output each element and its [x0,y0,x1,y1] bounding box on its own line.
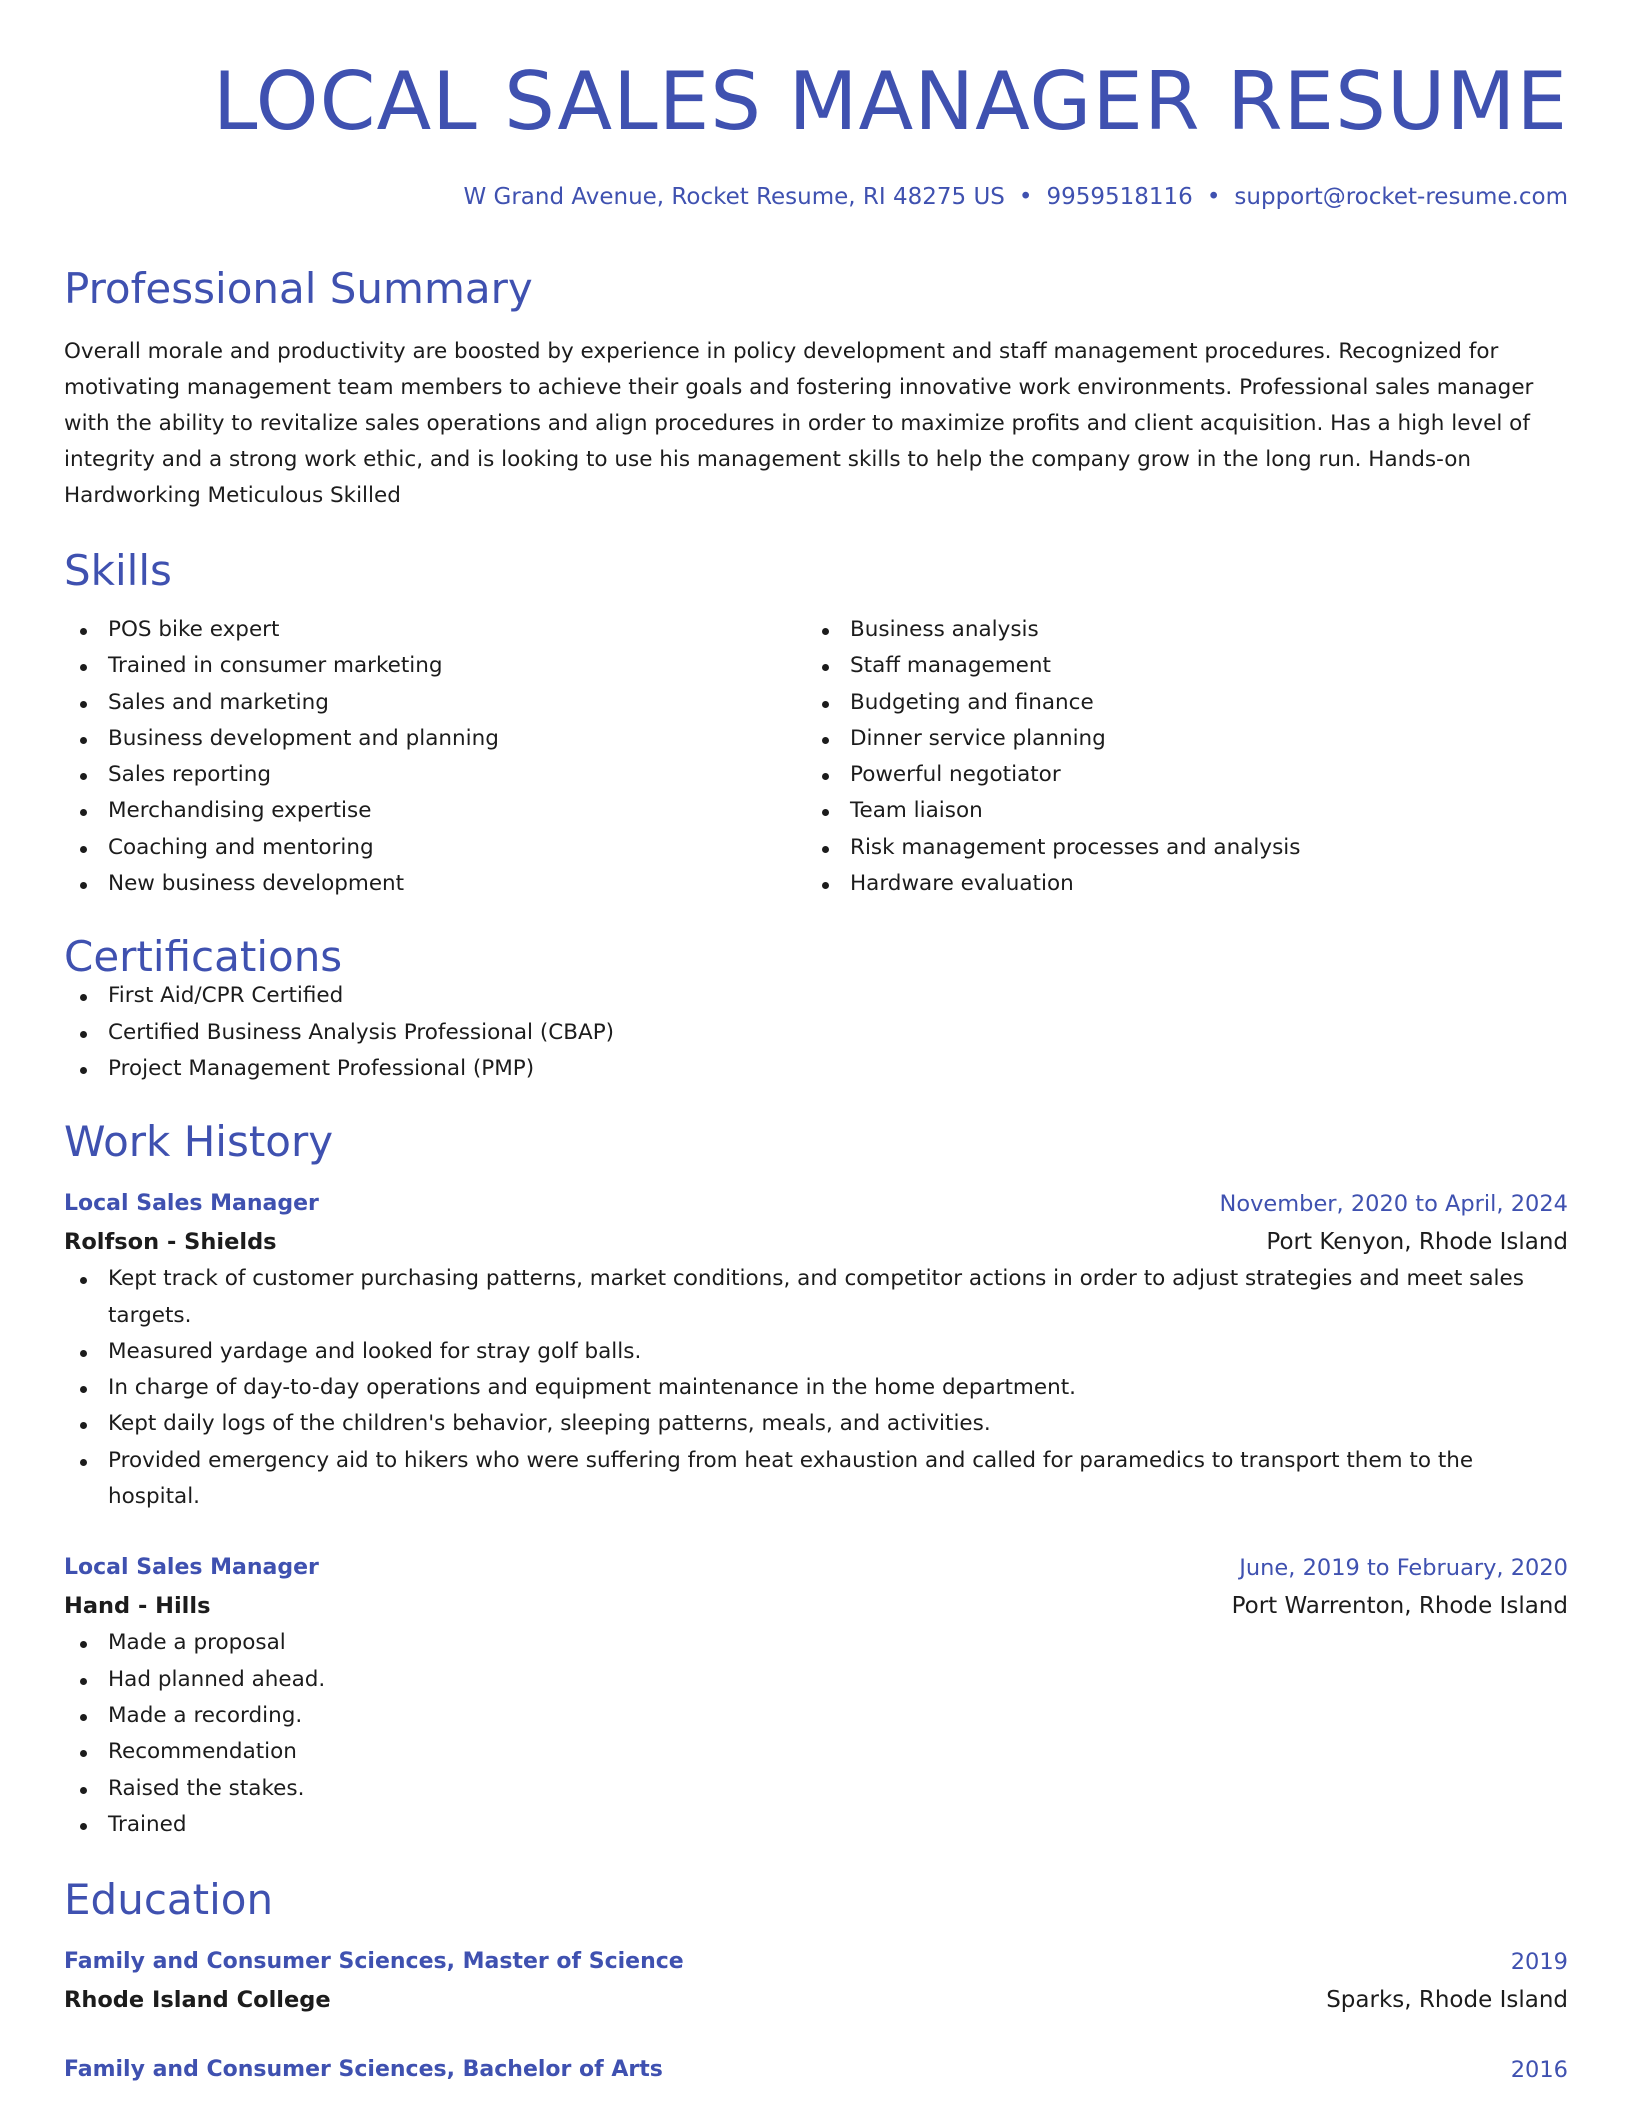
contact-phone: 9959518116 [1046,184,1193,210]
summary-heading: Professional Summary [64,264,533,313]
skills-grid [64,612,1568,902]
job-duties-list [64,1261,1568,1515]
job-header [64,1549,1568,1587]
contact-separator: • [1018,184,1033,210]
contact-separator: • [1206,184,1221,210]
skill-item: Hardware evaluation [806,866,1548,902]
job-location: Port Kenyon, Rhode Island [1266,1229,1568,1256]
certifications-list [64,978,1568,1087]
education-subheader [64,1981,1568,2019]
job-duty-item: Had planned ahead. [64,1662,1568,1698]
education-year: 2019 [1510,1949,1568,1976]
skill-item: Dinner service planning [806,721,1548,757]
skill-item: Risk management processes and analysis [806,830,1548,866]
job-entry [64,1185,1568,1515]
job-dates: June, 2019 to February, 2020 [1239,1555,1568,1582]
education-degree: Family and Consumer Sciences, Master of Science [64,1949,684,1975]
certifications-heading: Certifications [64,932,343,982]
job-entry [64,1549,1568,1843]
skill-item: Merchandising expertise [64,793,806,829]
job-duties-list [64,1625,1568,1843]
contact-address: W Grand Avenue, Rocket Resume, RI 48275 US [463,184,1005,210]
job-company: Rolfson - Shields [64,1229,277,1256]
job-subheader [64,1587,1568,1625]
job-duty-item: Made a recording. [64,1698,1568,1734]
job-duty-item: Measured yardage and looked for stray golf balls. [64,1334,1568,1370]
certification-item: First Aid/CPR Certified [64,978,1568,1014]
skills-column-right [806,612,1548,902]
certification-item: Certified Business Analysis Professional (CBAP) [64,1015,1568,1051]
job-role: Local Sales Manager [64,1191,319,1217]
education-heading: Education [64,1875,274,1925]
education-header [64,2051,1568,2089]
skill-item: New business development [64,866,806,902]
job-duty-item: Raised the stakes. [64,1771,1568,1807]
summary-text: Overall morale and productivity are boosted by experience in policy development and staff management procedures. Recognized for motivating management team members to achieve their goals and fostering innovative work environments. Professional sales manager with the ability to revitalize sales operations and align procedures in order to maximize profits and client acquisition. Has a high level of integrity and a strong work ethic, and is looking to use his management skills to help the company grow in the long run. Hands-on Hardworking Meticulous Skilled [64,339,1534,508]
certification-item: Project Management Professional (PMP) [64,1051,1568,1087]
skill-item: Staff management [806,648,1548,684]
job-duty-item: Trained [64,1807,1568,1843]
education-entry [64,1943,1568,2019]
job-duty-item: In charge of day-to-day operations and equipment maintenance in the home department. [64,1370,1568,1406]
job-duty-item: Provided emergency aid to hikers who were suffering from heat exhaustion and called for paramedics to transport them to the hospital. [64,1443,1568,1516]
skills-list-right [806,612,1548,902]
education-degree: Family and Consumer Sciences, Bachelor of Arts [64,2057,663,2083]
job-header [64,1185,1568,1223]
skill-item: Trained in consumer marketing [64,648,806,684]
skill-item: Budgeting and finance [806,685,1548,721]
job-duty-item: Kept track of customer purchasing patterns, market conditions, and competitor actions in order to adjust strategies and meet sales targets. [64,1261,1568,1334]
education-entry [64,2051,1568,2089]
skill-item: Powerful negotiator [806,757,1548,793]
job-duty-item: Made a proposal [64,1625,1568,1661]
skill-item: Business development and planning [64,721,806,757]
job-subheader [64,1223,1568,1261]
education-header [64,1943,1568,1981]
job-company: Hand - Hills [64,1593,211,1620]
skill-item: Business analysis [806,612,1548,648]
job-dates: November, 2020 to April, 2024 [1219,1191,1568,1218]
job-role: Local Sales Manager [64,1555,319,1581]
skill-item: Sales and marketing [64,685,806,721]
job-location: Port Warrenton, Rhode Island [1231,1593,1568,1620]
skill-item: POS bike expert [64,612,806,648]
work-history-heading: Work History [64,1117,334,1167]
contact-email: support@rocket-resume.com [1234,184,1568,210]
skills-heading: Skills [64,546,172,595]
skills-column-left [64,612,806,902]
skill-item: Coaching and mentoring [64,830,806,866]
skills-list-left [64,612,806,902]
job-duty-item: Recommendation [64,1734,1568,1770]
skill-item: Sales reporting [64,757,806,793]
skill-item: Team liaison [806,793,1548,829]
education-year: 2016 [1510,2057,1568,2084]
education-school: Rhode Island College [64,1987,331,2014]
job-duty-item: Kept daily logs of the children's behavior, sleeping patterns, meals, and activities. [64,1406,1568,1442]
contact-line [64,182,1568,212]
resume-title: LOCAL SALES MANAGER RESUME [212,55,1568,148]
education-location: Sparks, Rhode Island [1326,1987,1568,2014]
